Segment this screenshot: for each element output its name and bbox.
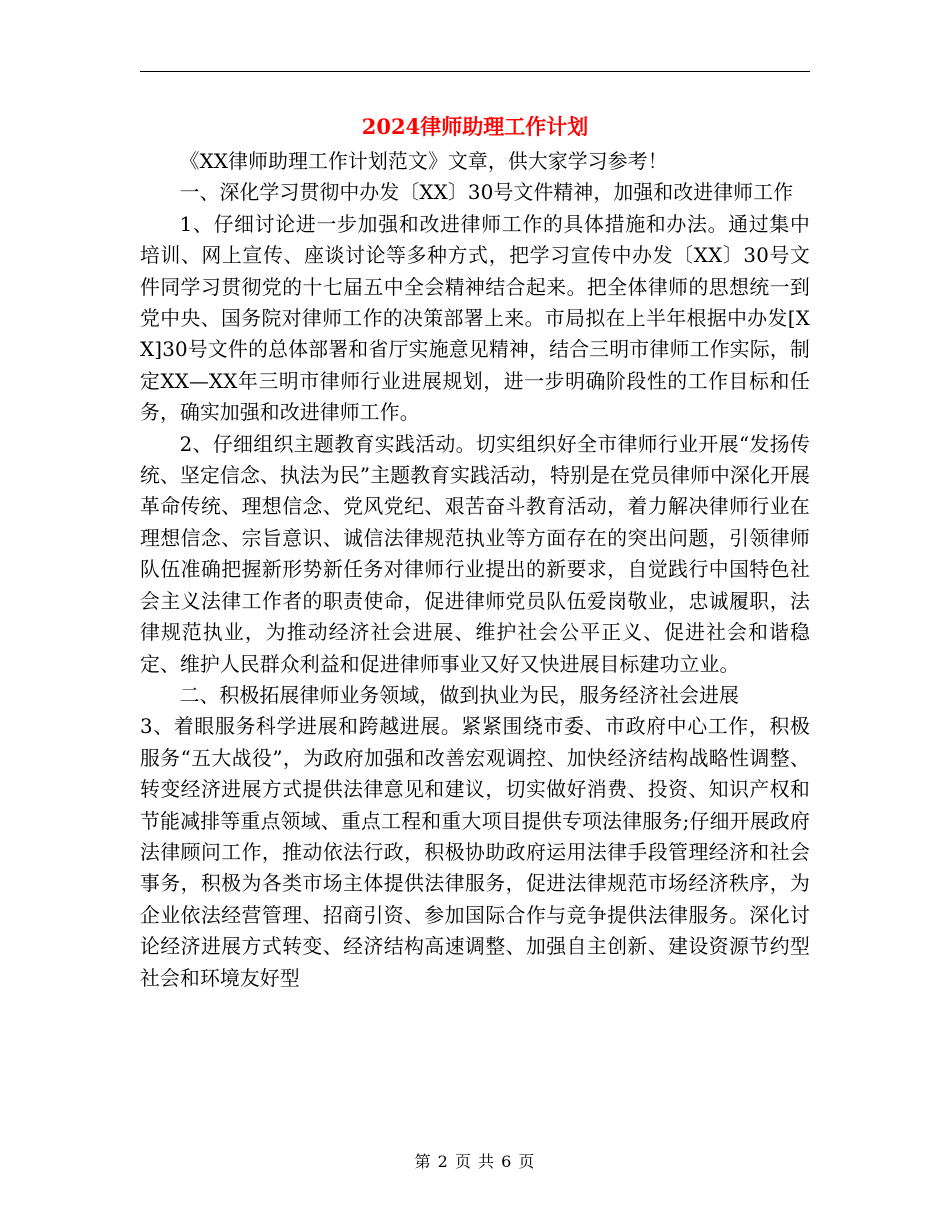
document-body bbox=[140, 146, 810, 994]
body-paragraph-3: 3、着眼服务科学进展和跨越进展。紧紧围绕市委、市政府中心工作，积极服务“五大战役”，为政府加强和改善宏观调控、加快经济结构战略性调整、转变经济进展方式提供法律意见和建议，切实做好消费、投资、知识产权和节能减排等重点领域、重点工程和重大项目提供专项法律服务;仔细开展政府法律顾问工作，推动依法行政，积极协助政府运用法律手段管理经济和社会事务，积极为各类市场主体提供法律服务，促进法律规范市场经济秩序，为企业依法经营管理、招商引资、参加国际合作与竞争提供法律服务。深化讨论经济进展方式转变、经济结构高速调整、加强自主创新、建设资源节约型社会和环境友好型 bbox=[140, 715, 810, 990]
page-footer bbox=[0, 1150, 950, 1174]
intro-paragraph: 《XX律师助理工作计划范文》文章，供大家学习参考！ bbox=[179, 150, 668, 173]
section-heading-2: 二、积极拓展律师业务领域，做到执业为民，服务经济社会进展 bbox=[179, 683, 740, 707]
page-number-label: 第 2 页 共 6 页 bbox=[414, 1152, 536, 1171]
header-rule bbox=[140, 71, 810, 72]
document-title: 2024律师助理工作计划 bbox=[361, 114, 589, 139]
section-heading-1: 一、深化学习贯彻中办发〔XX〕30号文件精神，加强和改进律师工作 bbox=[179, 181, 794, 205]
body-paragraph-1: 1、仔细讨论进一步加强和改进律师工作的具体措施和办法。通过集中培训、网上宣传、座谈讨论等多种方式，把学习宣传中办发〔XX〕30号文件同学习贯彻党的十七届五中全会精神结合起来。把全体律师的思想统一到党中央、国务院对律师工作的决策部署上来。市局拟在上半年根据中办发[XX]30号文件的总体部署和省厅实施意见精神，结合三明市律师工作实际，制定XX—XX年三明市律师行业进展规划，进一步明确阶段性的工作目标和任务，确实加强和改进律师工作。 bbox=[140, 212, 810, 425]
body-paragraph-2: 2、仔细组织主题教育实践活动。切实组织好全市律师行业开展“发扬传统、坚定信念、执法为民”主题教育实践活动，特别是在党员律师中深化开展革命传统、理想信念、党风党纪、艰苦奋斗教育活动，着力解决律师行业在理想信念、宗旨意识、诚信法律规范执业等方面存在的突出问题，引领律师队伍准确把握新形势新任务对律师行业提出的新要求，自觉践行中国特色社会主义法律工作者的职责使命，促进律师党员队伍爱岗敬业，忠诚履职，法律规范执业，为推动经济社会进展、维护社会公平正义、促进社会和谐稳定、维护人民群众利益和促进律师事业又好又快进展目标建功立业。 bbox=[140, 432, 810, 676]
